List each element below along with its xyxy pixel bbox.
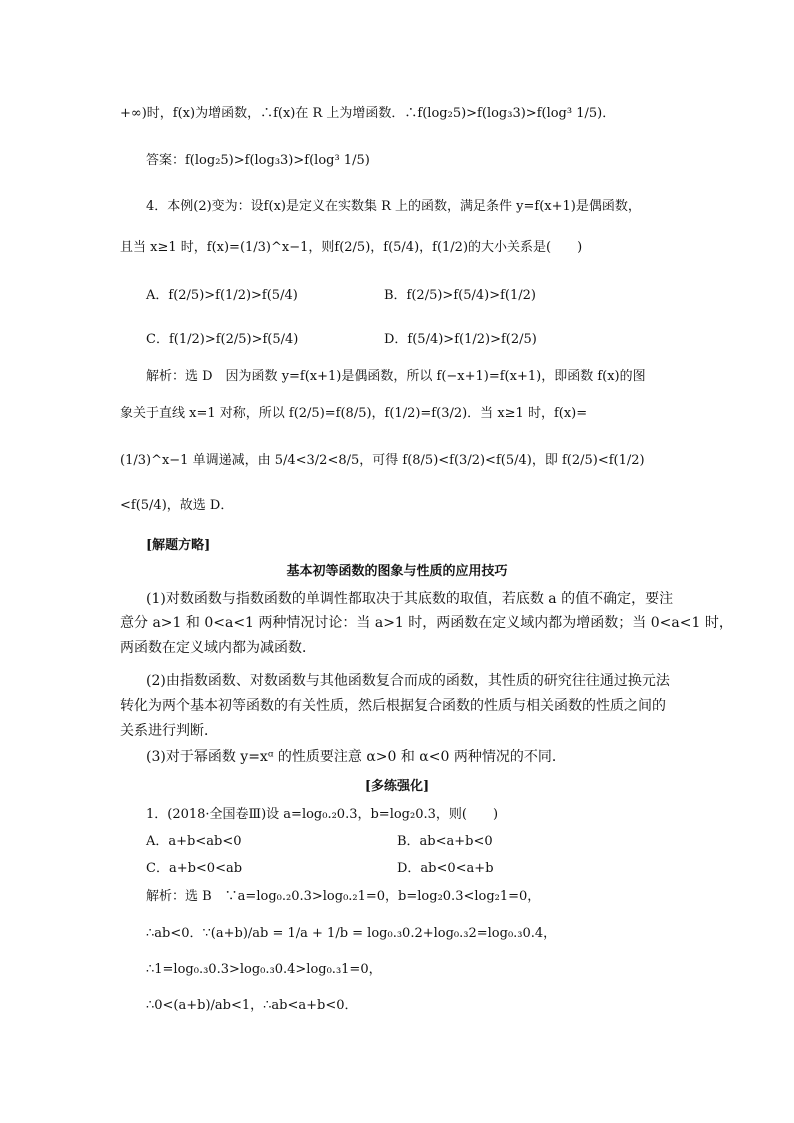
practice-1-solution-2: ∴ab<0．∵(a+b)/ab = 1/a + 1/b = log₀.₃0.2+log₀.₃2=log₀.₃0.4，: [146, 926, 557, 941]
method-tag: [解题方略]: [146, 538, 211, 553]
method-2-line-3: 关系进行判断．: [120, 723, 218, 739]
method-1-line-3: 两函数在定义域内都为减函数．: [120, 640, 316, 656]
solution-line-4: <f(5/4)，故选 D．: [120, 498, 234, 513]
solution-line-2: 象关于直线 x=1 对称，所以 f(2/5)=f(8/5)，f(1/2)=f(3/2)．当 x≥1 时，f(x)=: [120, 406, 588, 421]
solution-line-3: (1/3)^x−1 单调递减，由 5/4<3/2<8/5，可得 f(8/5)<f(3/2)<f(5/4)，即 f(2/5)<f(1/2): [120, 453, 645, 468]
answer-line: 答案：f(log₂5)>f(log₃3)>f(log³ 1/5): [146, 153, 370, 168]
practice-1-option-a: A．a+b<ab<0: [146, 834, 242, 849]
question-4-line-2: 且当 x≥1 时，f(x)=(1/3)^x−1，则f(2/5)，f(5/4)，f(1/2)的大小关系是( ): [120, 240, 583, 255]
method-1-line-1: (1)对数函数与指数函数的单调性都取决于其底数的取值，若底数 a 的值不确定，要注: [146, 591, 674, 607]
question-4-line-1: 4．本例(2)变为：设f(x)是定义在实数集 R 上的函数，满足条件 y=f(x+1)是偶函数，: [146, 199, 641, 214]
method-3: (3)对于幂函数 y=xᵅ 的性质要注意 α>0 和 α<0 两种情况的不同．: [146, 749, 566, 765]
practice-1-solution-4: ∴0<(a+b)/ab<1，∴ab<a+b<0．: [146, 998, 358, 1013]
practice-1-option-c: C．a+b<0<ab: [146, 861, 243, 876]
option-a: A．f(2/5)>f(1/2)>f(5/4): [146, 288, 298, 303]
method-2-line-2: 转化为两个基本初等函数的有关性质，然后根据复合函数的性质与相关函数的性质之间的: [120, 698, 666, 714]
method-1-line-2: 意分 a>1 和 0<a<1 两种情况讨论：当 a>1 时，两函数在定义域内都为增函数；当 0<a<1 时，: [120, 615, 733, 631]
practice-1-solution-3: ∴1=log₀.₃0.3>log₀.₃0.4>log₀.₃1=0，: [146, 962, 382, 977]
solution-line-1: 解析：选 D 因为函数 y=f(x+1)是偶函数，所以 f(−x+1)=f(x+1)，即函数 f(x)的图: [146, 369, 646, 384]
practice-1-option-d: D．ab<0<a+b: [397, 861, 494, 876]
method-title: 基本初等函数的图象与性质的应用技巧: [286, 564, 508, 579]
practice-tag: [多练强化]: [364, 779, 430, 794]
option-b: B．f(2/5)>f(5/4)>f(1/2): [384, 288, 536, 303]
practice-1-solution-1: 解析：选 B ∵a=log₀.₂0.3>log₀.₂1=0，b=log₂0.3<log₂1=0，: [146, 889, 541, 904]
option-d: D．f(5/4)>f(1/2)>f(2/5): [384, 332, 537, 347]
option-c: C．f(1/2)>f(2/5)>f(5/4): [146, 332, 299, 347]
method-2-line-1: (2)由指数函数、对数函数与其他函数复合而成的函数，其性质的研究往往通过换元法: [146, 673, 670, 689]
practice-1-option-b: B．ab<a+b<0: [397, 834, 493, 849]
text-line: +∞)时，f(x)为增函数，∴f(x)在 R 上为增函数．∴f(log₂5)>f(log₃3)>f(log³ 1/5)．: [120, 106, 616, 121]
practice-1-question: 1．(2018·全国卷Ⅲ)设 a=log₀.₂0.3，b=log₂0.3，则( ): [146, 807, 499, 822]
